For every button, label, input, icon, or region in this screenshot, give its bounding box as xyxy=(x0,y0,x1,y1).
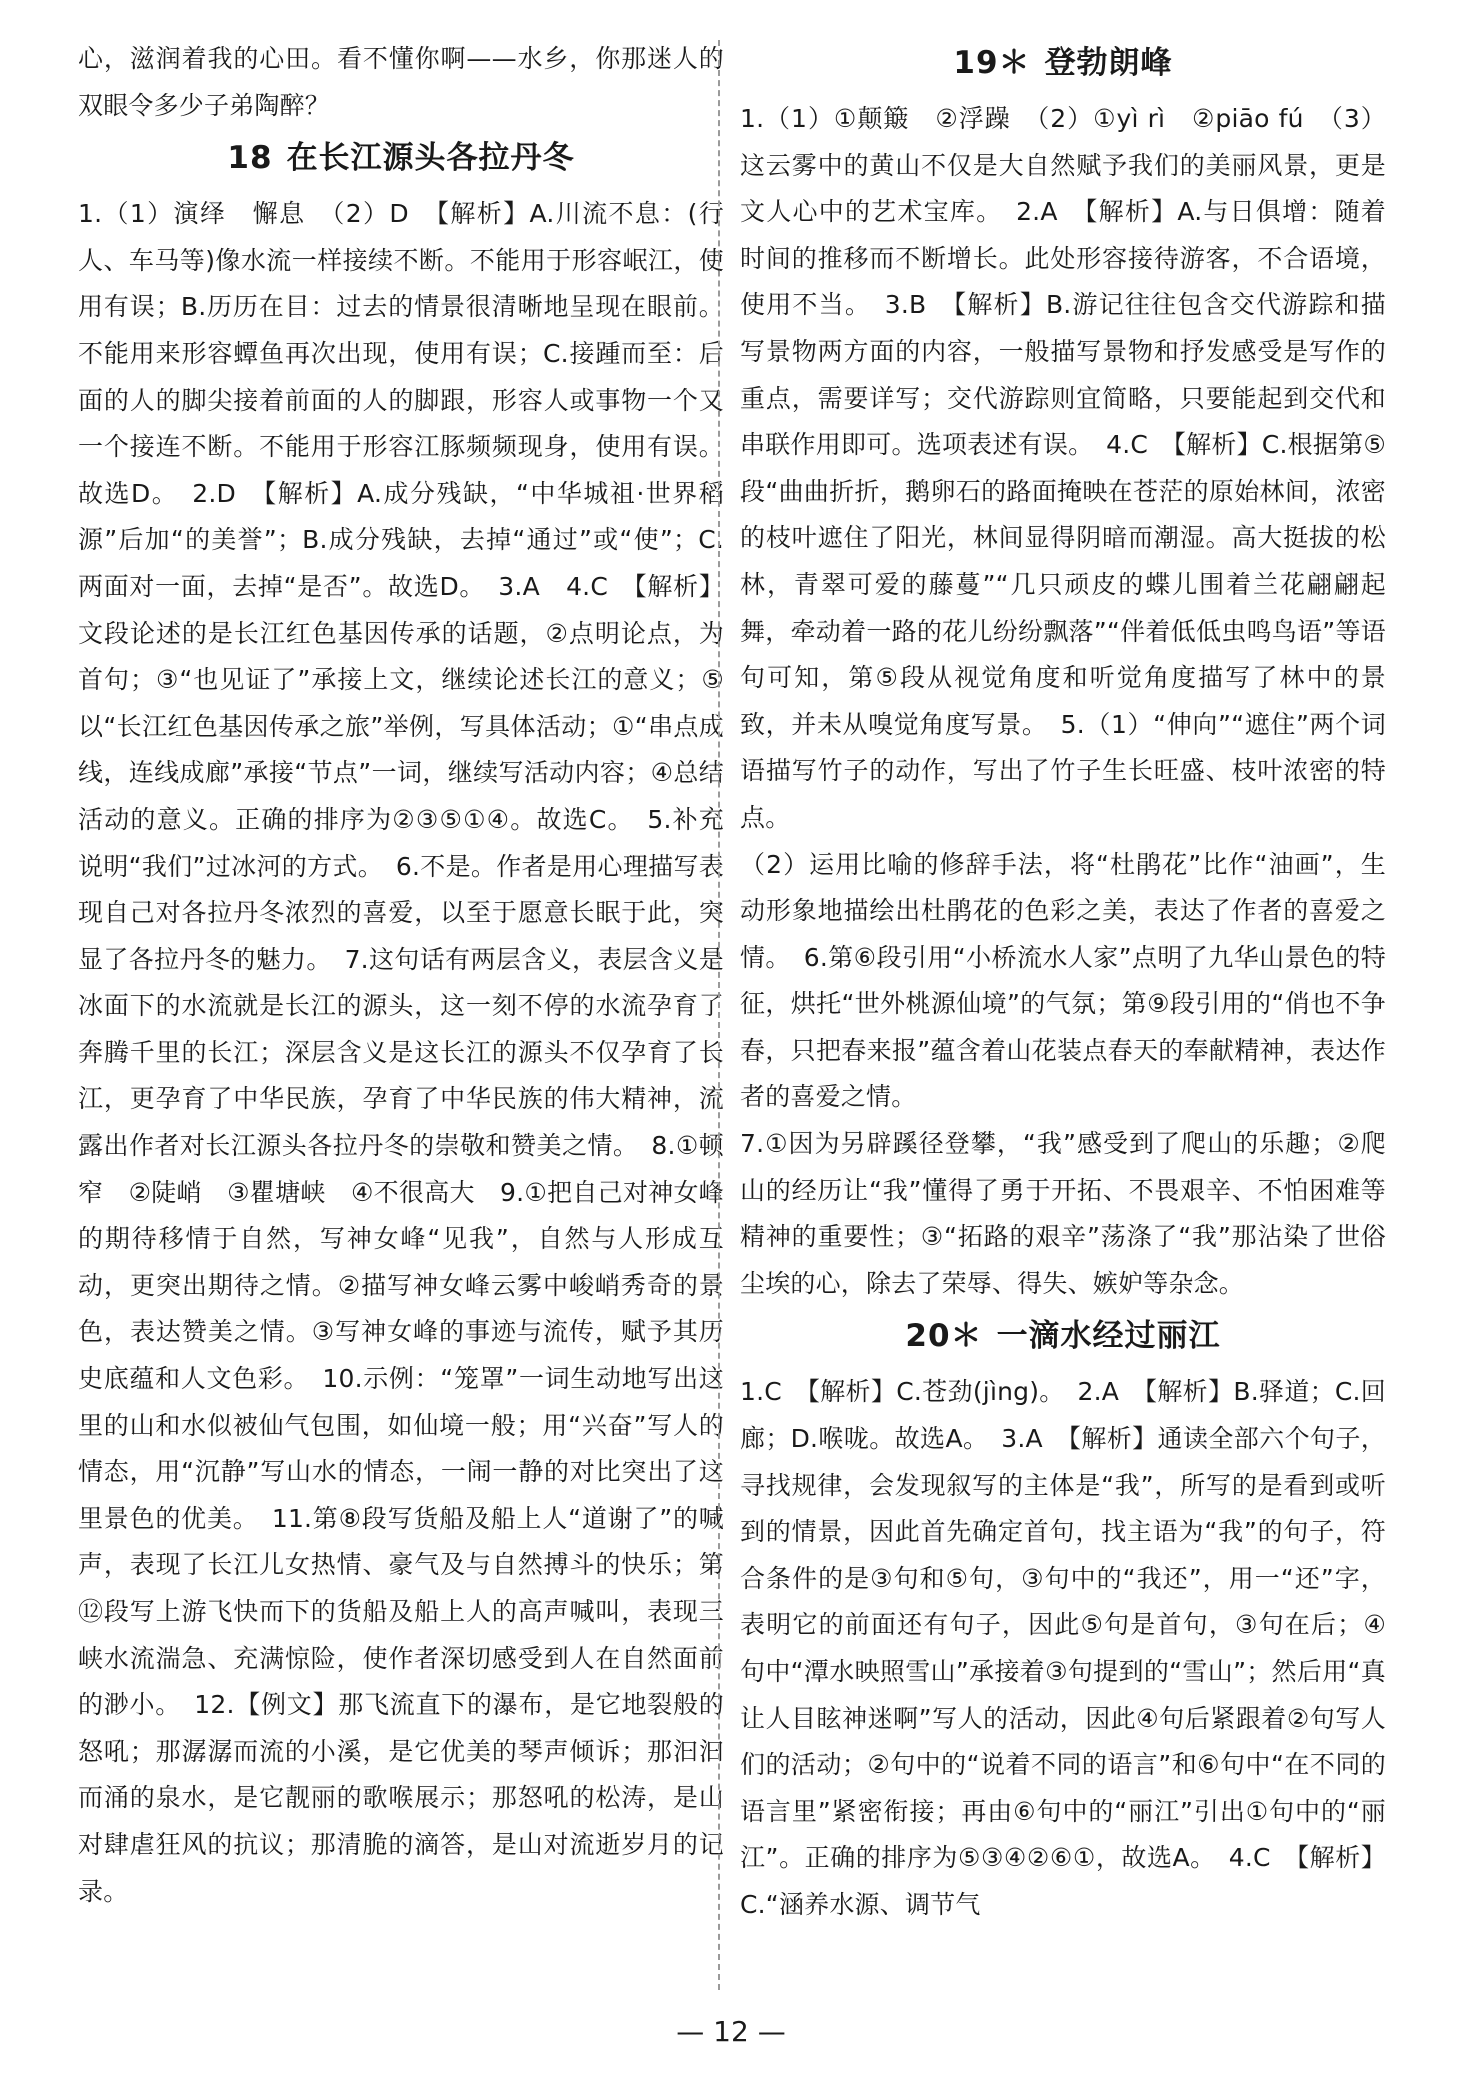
section-19-answers-part3: 7.①因为另辟蹊径登攀，“我”感受到了爬山的乐趣；②爬山的经历让“我”懂得了勇于开拓、不畏艰辛、不怕困难等精神的重要性；③“拓路的艰辛”荡涤了“我”那沾染了世俗尘埃的心，除去了荣辱、得失、嫉妒等杂念。 xyxy=(740,1129,1386,1298)
section-18-answers: 1.（1）演绎 懈息 （2）D 【解析】A.川流不息：(行人、车马等)像水流一样接续不断。不能用于形容岷江，使用有误；B.历历在目：过去的情景很清晰地呈现在眼前。不能用来形容蟫鱼再次出现，使用有误；C.接踵而至：后面的人的脚尖接着前面的人的脚跟，形容人或事物一个又一个接连不断。不能用于形容江豚频频现身，使用有误。故选D。 2.D 【解析】A.成分残缺，“中华城祖·世界稻源”后加“的美誉”；B.成分残缺，去掉“通过”或“使”；C.两面对一面，去掉“是否”。故选D。 3.A 4.C 【解析】文段论述的是长江红色基因传承的话题，②点明论点，为首句；③“也见证了”承接上文，继续论述长江的意义；⑤以“长江红色基因传承之旅”举例，写具体活动；①“串点成线，连线成廊”承接“节点”一词，继续写活动内容；④总结活动的意义。正确的排序为②③⑤①④。故选C。 5.补充说明“我们”过冰河的方式。 6.不是。作者是用心理描写表现自己对各拉丹冬浓烈的喜爱，以至于愿意长眠于此，突显了各拉丹冬的魅力。 7.这句话有两层含义，表层含义是冰面下的水流就是长江的源头，这一刻不停的水流孕育了奔腾千里的长江；深层含义是这长江的源头不仅孕育了长江，更孕育了中华民族，孕育了中华民族的伟大精神，流露出作者对长江源头各拉丹冬的崇敬和赞美之情。 8.①顿窄 ②陡峭 ③瞿塘峡 ④不很高大 9.①把自己对神女峰的期待移情于自然，写神女峰“见我”，自然与人形成互动，更突出期待之情。②描写神女峰云雾中峻峭秀奇的景色，表达赞美之情。③写神女峰的事迹与流传，赋予其历史底蕴和人文色彩。 10.示例：“笼罩”一词生动地写出这里的山和水似被仙气包围，如仙境一般；用“兴奋”写人的情态，用“沉静”写山水的情态，一闹一静的对比突出了这里景色的优美。 11.第⑧段写货船及船上人“道谢了”的喊声，表现了长江儿女热情、豪气及与自然搏斗的快乐；第⑫段写上游飞快而下的货船及船上人的高声喊叫，表现三峡水流湍急、充满惊险，使作者深切感受到人在自然面前的渺小。 12.【例文】那飞流直下的瀑布，是它地裂般的怒吼；那潺潺而流的小溪，是它优美的琴声倾诉；那汩汩而涌的泉水，是它靓丽的歌喉展示；那怒吼的松涛，是山对肆虐狂风的抗议；那清脆的滴答，是山对流逝岁月的记录。 xyxy=(78,199,724,1906)
section-19-answers-part1: 1.（1）①颠簸 ②浮躁 （2）①yì rì ②piāo fú （3）这云雾中的黄山不仅是大自然赋予我们的美丽风景，更是文人心中的艺术宝库。 2.A 【解析】A.与日俱增：随着时间的推移而不断增长。此处形容接待游客，不合语境，使用不当。 3.B 【解析】B.游记往往包含交代游踪和描写景物两方面的内容，一般描写景物和抒发感受是写作的重点，需要详写；交代游踪则宜简略，只要能起到交代和串联作用即可。选项表述有误。 4.C 【解析】C.根据第⑤段“曲曲折折，鹅卵石的路面掩映在苍茫的原始林间，浓密的枝叶遮住了阳光，林间显得阴暗而潮湿。高大挺拔的松林，青翠可爱的藤蔓”“几只顽皮的蝶儿围着兰花翩翩起舞，牵动着一路的花儿纷纷飘落”“伴着低低虫鸣鸟语”等语句可知，第⑤段从视觉角度和听觉角度描写了林中的景致，并未从嗅觉角度写景。 5.（1）“伸向”“遮住”两个词语描写竹子的动作，写出了竹子生长旺盛、枝叶浓密的特点。 xyxy=(740,104,1386,832)
section-19-title: 登勃朗峰 xyxy=(1044,45,1173,81)
page-number: — 12 — xyxy=(676,2015,786,2048)
section-18-title: 在长江源头各拉丹冬 xyxy=(286,140,575,177)
section-19-number: 19＊ xyxy=(953,45,1031,81)
section-18-heading xyxy=(78,131,724,185)
section-20-title: 一滴水经过丽江 xyxy=(996,1318,1221,1355)
section-20-number: 20＊ xyxy=(905,1318,983,1355)
left-column xyxy=(78,36,724,1915)
section-20-answers: 1.C 【解析】C.苍劲(jìng)。 2.A 【解析】B.驿道；C.回廊；D.喉咙。故选A。 3.A 【解析】通读全部六个句子，寻找规律，会发现叙写的主体是“我”，所写的是看到或听到的情景，因此首先确定首句，找主语为“我”的句子，符合条件的是③句和⑤句，③句中的“我还”，用一“还”字，表明它的前面还有句子，因此⑤句是首句，③句在后；④句中“潭水映照雪山”承接着③句提到的“雪山”；然后用“真让人目眩神迷啊”写人的活动，因此④句后紧跟着②句写人们的活动；②句中的“说着不同的语言”和⑥句中“在不同的语言里”紧密衔接；再由⑥句中的“丽江”引出①句中的“丽江”。正确的排序为⑤③④②⑥①，故选A。 4.C 【解析】C.“涵养水源、调节气 xyxy=(740,1377,1386,1919)
section-19-answers-part2: （2）运用比喻的修辞手法，将“杜鹃花”比作“油画”，生动形象地描绘出杜鹃花的色彩之美，表达了作者的喜爱之情。 6.第⑥段引用“小桥流水人家”点明了九华山景色的特征，烘托“世外桃源仙境”的气氛；第⑨段引用的“俏也不争春，只把春来报”蕴含着山花装点春天的奉献精神，表达作者的喜爱之情。 xyxy=(740,849,1386,1112)
section-20-heading xyxy=(740,1309,1386,1363)
column-divider xyxy=(718,40,720,1990)
section-18-number: 18 xyxy=(227,140,273,177)
continued-text: 心，滋润着我的心田。看不懂你啊——水乡，你那迷人的双眼令多少子弟陶醉？ xyxy=(78,44,724,120)
right-column xyxy=(740,36,1386,1929)
section-19-heading xyxy=(740,36,1386,90)
